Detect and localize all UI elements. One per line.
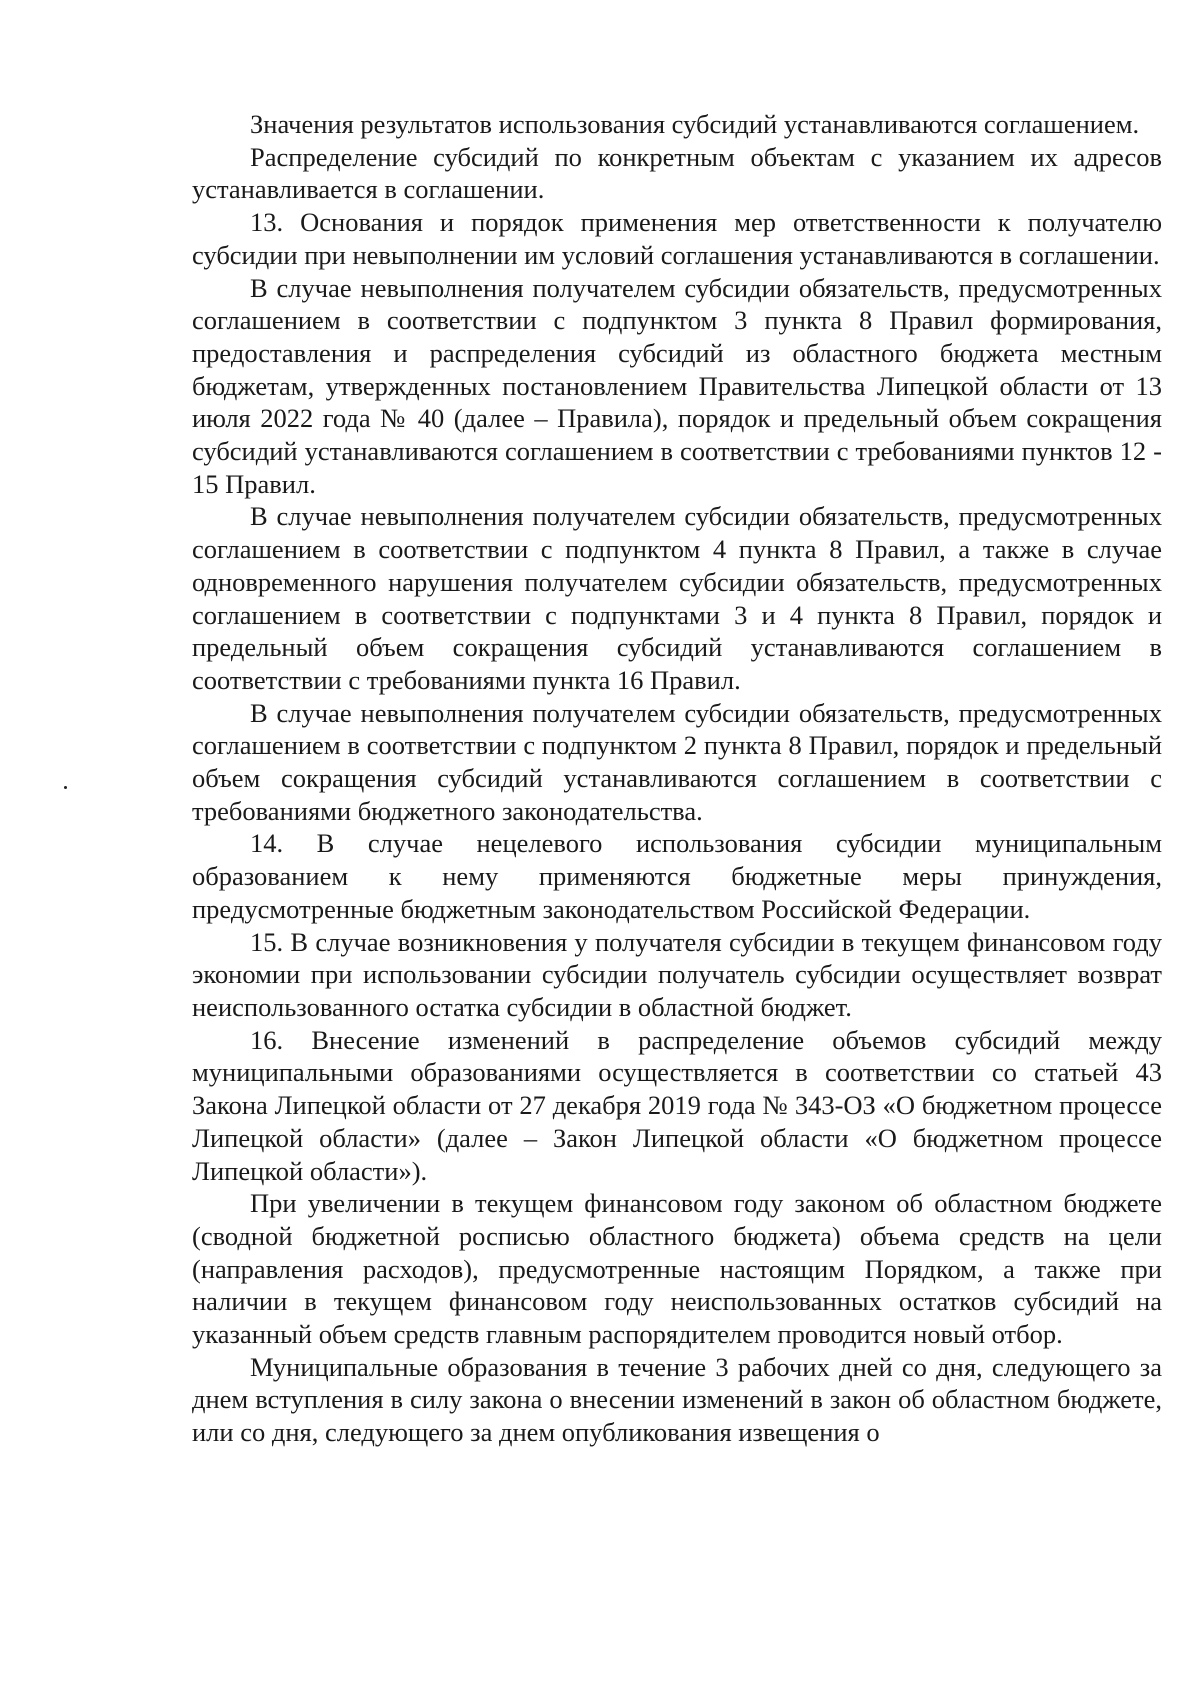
- document-body: [192, 108, 1162, 1449]
- paragraph-distribution-objects: Распределение субсидий по конкретным объектам с указанием их адресов устанавливается в соглашении.: [192, 141, 1162, 205]
- paragraph-results-values: Значения результатов использования субсидий устанавливаются соглашением.: [250, 109, 1140, 139]
- paragraph-item-14: 14. В случае нецелевого использования субсидии муниципальным образованием к нему применяются бюджетные меры принуждения, предусмотренные бюджетным законодательством Российской Федерации.: [192, 828, 1162, 924]
- paragraph-item-15: 15. В случае возникновения у получателя субсидии в текущем финансовом году экономии при использовании субсидии получатель субсидии осуществляет возврат неиспользованного остатка субсидии в областной бюджет.: [192, 926, 1162, 1022]
- paragraph-obligation-subitem-2: В случае невыполнения получателем субсидии обязательств, предусмотренных соглашением в соответствии с подпунктом 2 пункта 8 Правил, порядок и предельный объем сокращения субсидий устанавливаются соглашением в соответствии с требованиями бюджетного законодательства.: [192, 697, 1162, 826]
- scan-artifact-dot: [64, 786, 67, 789]
- paragraph-item-16: 16. Внесение изменений в распределение объемов субсидий между муниципальными образованиями осуществляется в соответствии со статьей 43 Закона Липецкой области от 27 декабря 2019 года № 343-ОЗ «О бюджетном процессе Липецкой области» (далее – Закон Липецкой области «О бюджетном процессе Липецкой области»).: [192, 1024, 1162, 1186]
- paragraph-obligation-subitem-3: В случае невыполнения получателем субсидии обязательств, предусмотренных соглашением в соответствии с подпунктом 3 пункта 8 Правил формирования, предоставления и распределения субсидий из областного бюджета местным бюджетам, утвержденных постановлением Правительства Липецкой области от 13 июля 2022 года № 40 (далее – Правила), порядок и предельный объем сокращения субсидий устанавливаются соглашением в соответствии с требованиями пунктов 12 - 15 Правил.: [192, 272, 1162, 499]
- paragraph-obligation-subitem-4: В случае невыполнения получателем субсидии обязательств, предусмотренных соглашением в соответствии с подпунктом 4 пункта 8 Правил, а также в случае одновременного нарушения получателем субсидии обязательств, предусмотренных соглашением в соответствии с подпунктами 3 и 4 пункта 8 Правил, порядок и предельный объем сокращения субсидий устанавливаются соглашением в соответствии с требованиями пункта 16 Правил.: [192, 501, 1162, 695]
- paragraph-municipalities-deadline: Муниципальные образования в течение 3 рабочих дней со дня, следующего за днем вступления в силу закона о внесении изменений в закон об областном бюджете, или со дня, следующего за днем опубликования извещения о: [192, 1351, 1162, 1448]
- paragraph-budget-increase: При увеличении в текущем финансовом году законом об областном бюджете (сводной бюджетной росписью областного бюджета) объема средств на цели (направления расходов), предусмотренные настоящим Порядком, а также при наличии в текущем финансовом году неиспользованных остатков субсидий на указанный объем средств главным распорядителем проводится новый отбор.: [192, 1188, 1162, 1350]
- paragraph-item-13: 13. Основания и порядок применения мер ответственности к получателю субсидии при невыполнении им условий соглашения устанавливаются в соглашении.: [192, 207, 1162, 270]
